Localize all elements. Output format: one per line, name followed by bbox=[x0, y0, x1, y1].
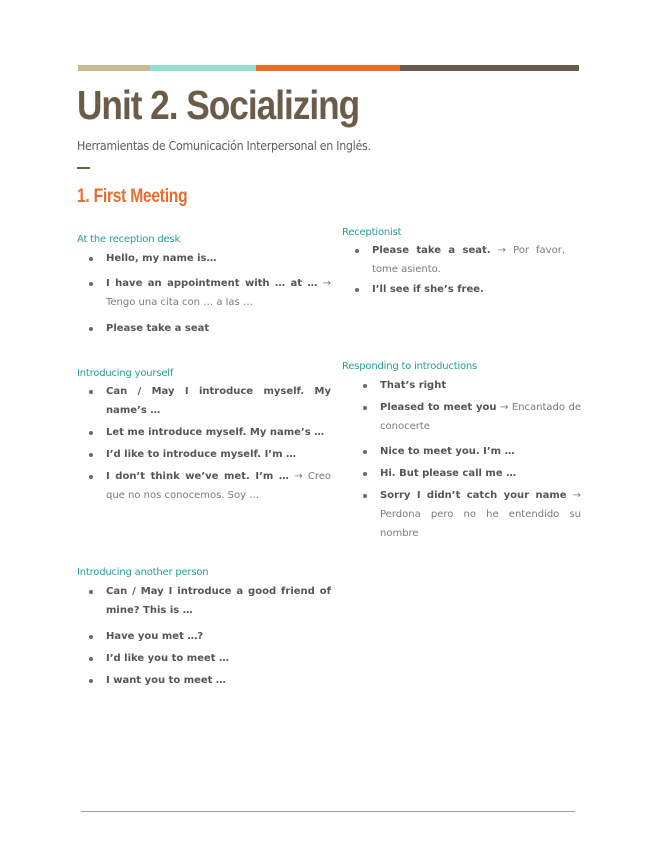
bullet bbox=[89, 453, 93, 457]
phrase: I want you to meet … bbox=[106, 675, 226, 686]
translation: → Creo que no nos conocemos. Soy … bbox=[106, 471, 332, 501]
page-subtitle: Herramientas de Comunicación Interpersonal en Inglés. bbox=[77, 139, 371, 153]
phrase: Hi. But please call me … bbox=[380, 468, 517, 479]
introducing-yourself-heading: Introducing yourself bbox=[77, 368, 174, 379]
section-heading: 1. First Meeting bbox=[77, 186, 188, 207]
responding-heading: Responding to introductions bbox=[342, 361, 478, 372]
reception-desk-list bbox=[106, 249, 331, 338]
responding-list bbox=[380, 376, 581, 543]
translation: → Encantado de conocerte bbox=[380, 402, 582, 432]
list-item bbox=[380, 464, 581, 483]
list-item bbox=[106, 423, 331, 442]
color-bar bbox=[78, 65, 579, 71]
bullet bbox=[89, 282, 93, 286]
phrase: I have an appointment with … at … bbox=[106, 278, 318, 289]
phrase: Can / May I introduce a good friend of mine? This is … bbox=[106, 586, 331, 616]
bullet bbox=[89, 635, 93, 639]
bullet bbox=[363, 384, 367, 388]
bullet bbox=[89, 590, 93, 594]
translation: → Perdona pero no he entendido su nombre bbox=[380, 490, 581, 539]
list-item bbox=[372, 280, 565, 299]
list-item bbox=[372, 241, 565, 279]
bullet bbox=[363, 406, 367, 410]
phrase: Pleased to meet you bbox=[380, 402, 497, 413]
list-item bbox=[106, 582, 331, 620]
phrase: Hello, my name is… bbox=[106, 253, 217, 264]
bullet bbox=[89, 475, 93, 479]
bullet bbox=[355, 288, 359, 292]
bullet bbox=[89, 327, 93, 331]
bullet bbox=[363, 472, 367, 476]
receptionist-list bbox=[372, 241, 565, 299]
translation: → Por favor, tome asiento. bbox=[372, 245, 565, 275]
list-item bbox=[106, 382, 331, 420]
phrase: Have you met …? bbox=[106, 631, 204, 642]
page-title: Unit 2. Socializing bbox=[77, 82, 360, 128]
introducing-yourself-list bbox=[106, 382, 331, 505]
color-bar-brown bbox=[400, 65, 579, 71]
translation: → Tengo una cita con … a las … bbox=[106, 278, 331, 308]
list-item bbox=[106, 467, 331, 505]
color-bar-tan bbox=[78, 65, 150, 71]
title-divider bbox=[77, 167, 90, 169]
list-item bbox=[106, 249, 331, 268]
list-item bbox=[380, 486, 581, 543]
reception-desk-heading: At the reception desk bbox=[77, 234, 181, 245]
list-item bbox=[106, 274, 331, 312]
bullet bbox=[89, 257, 93, 261]
bullet bbox=[363, 494, 367, 498]
bullet bbox=[89, 679, 93, 683]
bullet bbox=[89, 390, 93, 394]
phrase: I’ll see if she’s free. bbox=[372, 284, 484, 295]
bullet bbox=[363, 450, 367, 454]
list-item bbox=[380, 442, 581, 461]
list-item bbox=[106, 649, 331, 668]
color-bar-mint bbox=[150, 65, 256, 71]
footer-divider bbox=[81, 811, 575, 812]
color-bar-orange bbox=[256, 65, 400, 71]
phrase: That’s right bbox=[380, 380, 447, 391]
phrase: I’d like you to meet … bbox=[106, 653, 230, 664]
bullet bbox=[89, 431, 93, 435]
phrase: Let me introduce myself. My name’s … bbox=[106, 427, 325, 438]
another-person-block bbox=[77, 567, 331, 690]
list-item bbox=[380, 398, 581, 436]
phrase: Please take a seat. bbox=[372, 245, 491, 256]
list-item bbox=[106, 671, 331, 690]
phrase: I don’t think we’ve met. I’m … bbox=[106, 471, 289, 482]
list-item bbox=[106, 445, 331, 464]
list-item bbox=[106, 627, 331, 646]
receptionist-heading: Receptionist bbox=[342, 227, 402, 238]
responding-block bbox=[342, 361, 581, 543]
phrase: Sorry I didn’t catch your name bbox=[380, 490, 567, 501]
bullet bbox=[89, 657, 93, 661]
phrase: Please take a seat bbox=[106, 323, 210, 334]
phrase: Can / May I introduce myself. My name’s … bbox=[106, 386, 331, 416]
list-item bbox=[380, 376, 581, 395]
introducing-yourself-block bbox=[77, 368, 331, 505]
reception-desk-block bbox=[77, 234, 331, 338]
phrase: I’d like to introduce myself. I’m … bbox=[106, 449, 296, 460]
phrase: Nice to meet you. I’m … bbox=[380, 446, 515, 457]
another-person-heading: Introducing another person bbox=[77, 567, 209, 578]
another-person-list bbox=[106, 582, 331, 690]
receptionist-block bbox=[342, 227, 565, 299]
list-item bbox=[106, 319, 331, 338]
bullet bbox=[355, 249, 359, 253]
